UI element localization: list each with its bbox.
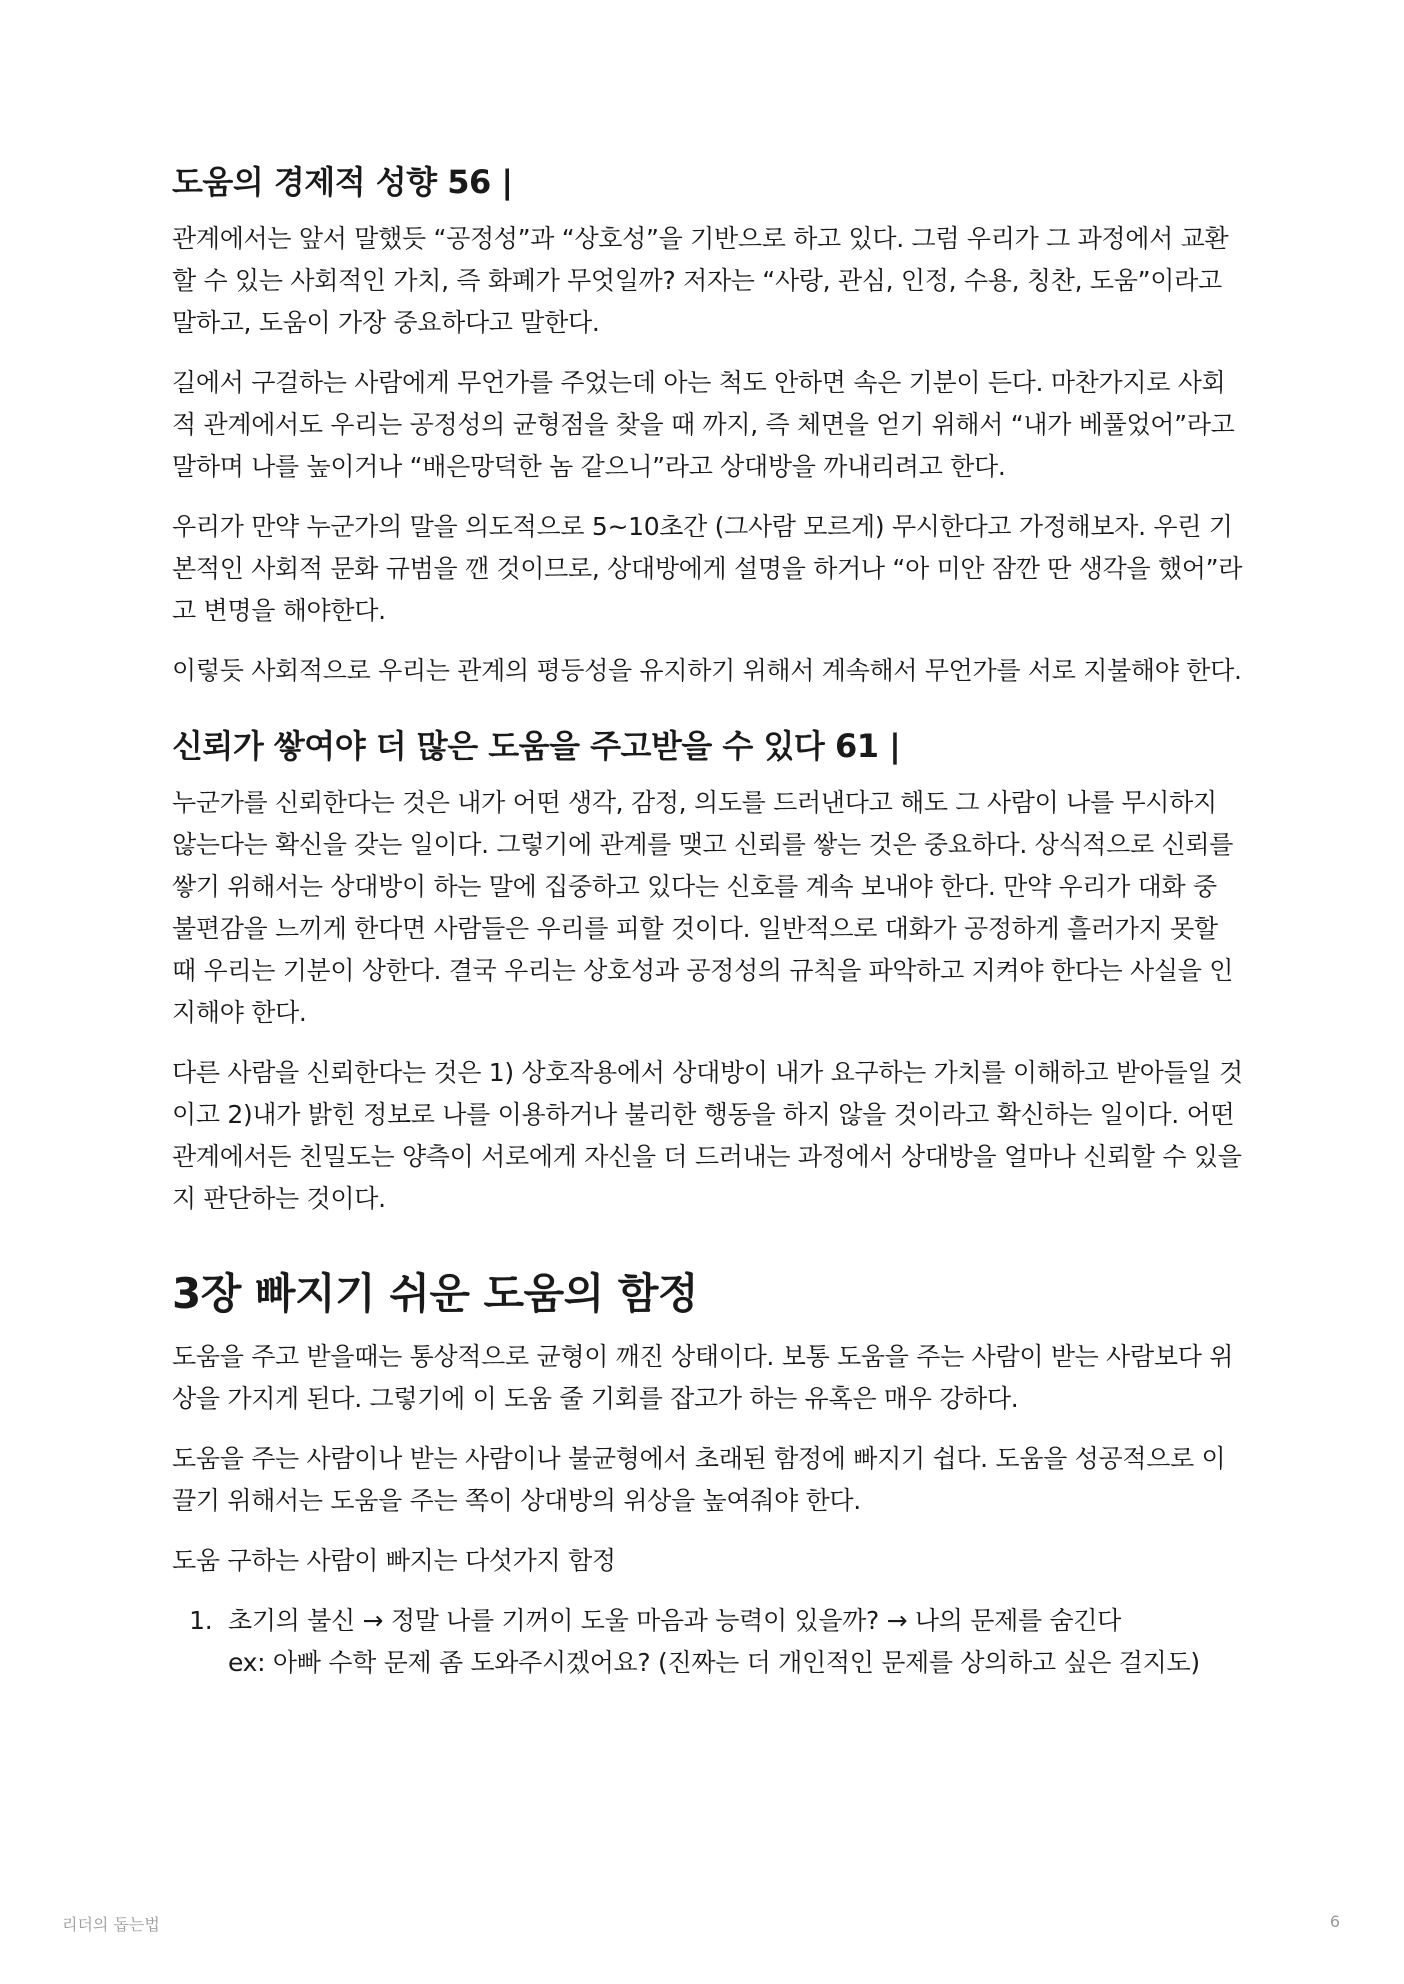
list-item: [220, 1600, 1244, 1684]
footer-document-title: 리더의 돕는법: [62, 1915, 160, 1934]
paragraph: 도움을 주고 받을때는 통상적으로 균형이 깨진 상태이다. 보통 도움을 주는 사람이 받는 사람보다 위상을 가지게 된다. 그렇기에 이 도움 줄 기회를 잡고가 하는 유혹은 매우 강하다.: [172, 1342, 1234, 1413]
list-item-example: ex: 아빠 수학 문제 좀 도와주시겠어요? (진짜는 더 개인적인 문제를 상의하고 싶은 걸지도): [228, 1648, 1200, 1677]
section-heading-economic-help: 도움의 경제적 성향 56 |: [172, 163, 513, 201]
list-item-line: 초기의 불신 → 정말 나를 기꺼이 도울 마음과 능력이 있을까? → 나의 문제를 숨긴다: [228, 1606, 1122, 1635]
section-heading-trust: 신뢰가 쌓여야 더 많은 도움을 주고받을 수 있다 61 |: [172, 727, 901, 765]
paragraph: 길에서 구걸하는 사람에게 무언가를 주었는데 아는 척도 안하면 속은 기분이 든다. 마찬가지로 사회적 관계에서도 우리는 공정성의 균형점을 찾을 때 까지, 즉 체면을 얻기 위해서 “내가 베풀었어”라고 말하며 나를 높이거나 “배은망덕한 놈 같으니”라고 상대방을 까내리려고 한다.: [172, 368, 1235, 481]
paragraph: 이렇듯 사회적으로 우리는 관계의 평등성을 유지하기 위해서 계속해서 무언가를 서로 지불해야 한다.: [172, 656, 1242, 685]
paragraph: 우리가 만약 누군가의 말을 의도적으로 5~10초간 (그사람 모르게) 무시한다고 가정해보자. 우린 기본적인 사회적 문화 규범을 깬 것이므로, 상대방에게 설명을 하거나 “아 미안 잠깐 딴 생각을 했어”라고 변명을 해야한다.: [172, 512, 1243, 625]
chapter-heading: 3장 빠지기 쉬운 도움의 함정: [172, 1269, 699, 1318]
pitfall-list: [172, 1600, 1244, 1684]
paragraph: 도움 구하는 사람이 빠지는 다섯가지 함정: [172, 1546, 616, 1575]
paragraph: 관계에서는 앞서 말했듯 “공정성”과 “상호성”을 기반으로 하고 있다. 그럼 우리가 그 과정에서 교환할 수 있는 사회적인 가치, 즉 화폐가 무엇일까? 저자는 “사랑, 관심, 인정, 수용, 칭찬, 도움”이라고 말하고, 도움이 가장 중요하다고 말한다.: [172, 224, 1229, 337]
paragraph: 누군가를 신뢰한다는 것은 내가 어떤 생각, 감정, 의도를 드러낸다고 해도 그 사람이 나를 무시하지 않는다는 확신을 갖는 일이다. 그렇기에 관계를 맺고 신뢰를 쌓는 것은 중요하다. 상식적으로 신뢰를 쌓기 위해서는 상대방이 하는 말에 집중하고 있다는 신호를 계속 보내야 한다. 만약 우리가 대화 중 불편감을 느끼게 한다면 사람들은 우리를 피할 것이다. 일반적으로 대화가 공정하게 흘러가지 못할 때 우리는 기분이 상한다. 결국 우리는 상호성과 공정성의 규칙을 파악하고 지켜야 한다는 사실을 인지해야 한다.: [172, 788, 1234, 1027]
paragraph: 다른 사람을 신뢰한다는 것은 1) 상호작용에서 상대방이 내가 요구하는 가치를 이해하고 받아들일 것이고 2)내가 밝힌 정보로 나를 이용하거나 불리한 행동을 하지 않을 것이라고 확신하는 일이다. 어떤 관계에서든 친밀도는 양측이 서로에게 자신을 더 드러내는 과정에서 상대방을 얼마나 신뢰할 수 있을지 판단하는 것이다.: [172, 1058, 1243, 1213]
page-number: 6: [1329, 1912, 1340, 1931]
document-body: [172, 158, 1244, 1684]
paragraph: 도움을 주는 사람이나 받는 사람이나 불균형에서 초래된 함정에 빠지기 쉽다. 도움을 성공적으로 이끌기 위해서는 도움을 주는 쪽이 상대방의 위상을 높여줘야 한다.: [172, 1444, 1226, 1515]
